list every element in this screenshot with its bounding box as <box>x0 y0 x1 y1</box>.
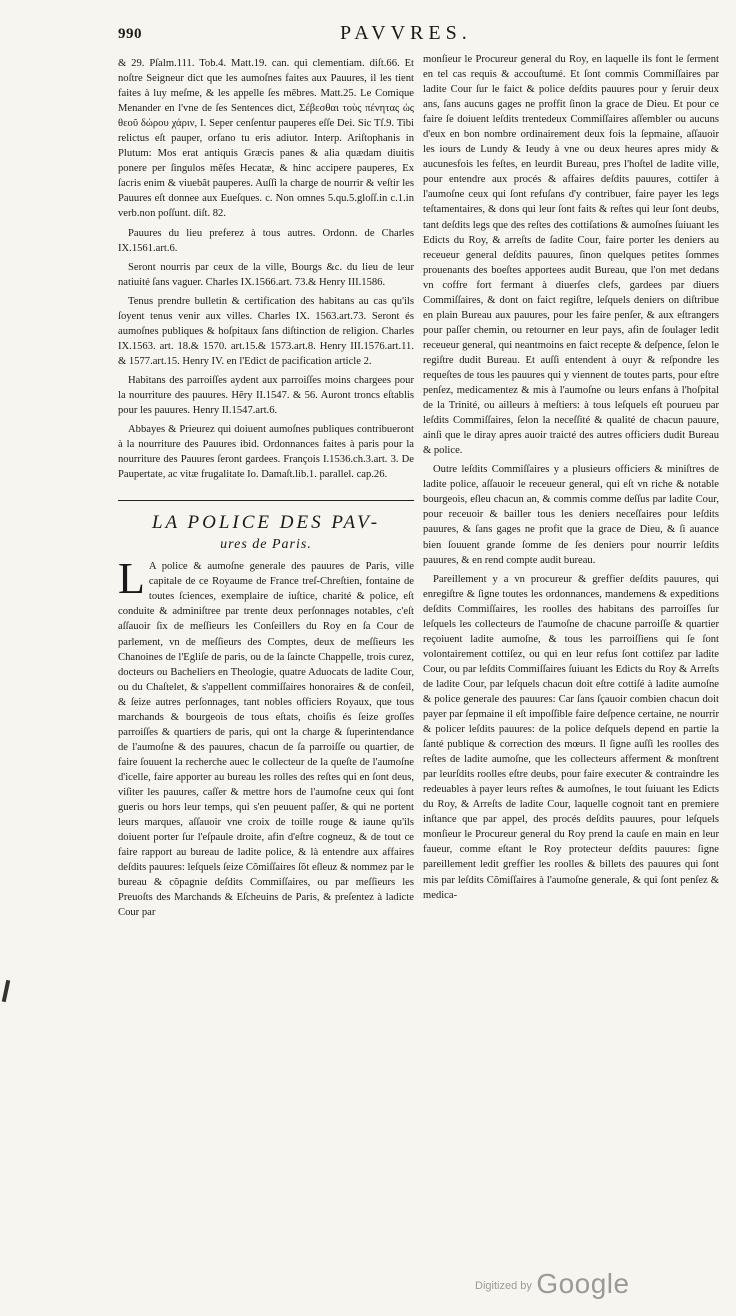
page-number: 990 <box>118 26 142 42</box>
police-text: A police & aumoſne generale des pauures de Paris, ville capitale de ce Royaume de France treſ-Chreſtien, fontaine de toutes ſciences, exemplaire de iuſtice, charité & police, eſt conduite & adminiſtree par trente deux perſonnages notables, c'eſt aſſauoir ſix de meſſieurs les Conſeillers du Roy en ſa Cour de parlement, vn de meſſieurs des Comptes, deux de meſſieurs les Chanoines de l'Egliſe de paris, ou de la ſaincte Chappelle, trois curez, docteurs ou Bacheliers en Theologie, quatre Aduocats de ladite Cour, ou du Chaſtelet, & s'appellent commiſſaires honoraires & de conſeil, & ſeize autres perſonnages, tant nobles officiers Royaux, que tous marchands & bourgeois de tous eſtats, choiſis és ſeize groſſes parroiſſes & quartiers de paris, qui ont la charge & ſuperintendance de l'aumoſne & des pauures, chacun de ſa parroiſſe ou quartier, de faire ſouuent la recherche auec le collecteur de la queſte de l'aumoſne d'icelle, faire apporter au bureau les rolles des reſtes qui en ſont deus, viſiter les pauures, caſſer & mettre hors de l'aumoſne ceux qui ſont gueris ou hors leur temps, qui s'en peuuent paſſer, & qui ne portent leurs marques, aſſauoir vne croix de toille rouge & iaune qu'ils doiuent porter ſur l'eſpaule droite, afin d'eſtre cogneuz, & de tout ce faire rapport au bureau de ladite police, & là entendre aux affaires deſdits pauures: leſquels ſeize Cõmiſſaires ſõt eſleuz & nommez par le bureau & cõpagnie deſdits Commiſſaires, ou par meſſieurs les Preuoſts des Marchands & Eſcheuins de Paris, & preſentez à ladicte Cour par <box>118 561 414 919</box>
google-logo: Google <box>536 1268 630 1299</box>
left-column <box>118 56 414 924</box>
watermark-small-text: Digitized by <box>475 1280 532 1292</box>
right-column <box>423 52 719 907</box>
paragraph-police <box>118 554 414 920</box>
paragraph-bulletin: Tenus prendre bulletin & certification des habitans au cas qu'ils ſoyent tenus venir aux villes. Charles IX. 1563.art.73. Seront és aumoſnes publiques & hoſpitaux ſans diſtinction de religion. Charles IX.1563. art. 18.& 1570. art.15.& 1573.art.8. Henry III.1576.art.11. & 1577.art.15. Henry IV. en l'Edict de pacification article 2. <box>118 295 414 367</box>
ink-mark <box>2 980 10 1002</box>
paragraph-outre: Outre leſdits Commiſſaires y a plusieurs officiers & miniſtres de ladite police, aſſauoir le receueur general, qui eſt vn riche & notable bourgeois, eſleu chacun an, & commis comme deſſus par ladite Cour, pour receuoir & bailler tous les deniers neceſſaires pour leſdits pauures, & ſans gages ne profit que la grace de Dieu, & ſi auance bien ſouuent grande ſomme de ſes deniers pour nourrir leſdits pauures, & en rend compte audit bureau. <box>423 464 719 566</box>
paragraph-citations: & 29. Pſalm.111. Tob.4. Matt.19. can. qui clementiam. diſt.66. Et noſtre Seigneur dict que les aumoſnes faites aux Pauures, il les tient faites à luy meſme, & les appelle ſes mẽbres. Matt.25. Le Comique Menander en l'vne de ſes Sentences dict, Σέβεσθαι τοὺς πένητας ὡς θεοῦ δώρου χάριν, I. Seper cenſentur pauperes eſſe Dei. Sic Tſ.9. Tibi relictus eſt pauper, orfano tu eris adiutor. Interp. Ariſtophanis in Plutum: Mos erat antiquis Græcis panes & alia quædam diuitis ponere per ſingulos mẽſes Hecatæ, & hinc accipere pauperes, Ex ſacris enim & viuebãt pauperes. Auſſi la charge de nourrir & veſtir les Pauures eſt donnee aux Eueſques. c. Non omnes 5.qu.5.gloſſ.in c.1.in verb.non poſſunt. diſt. 82. <box>118 58 414 220</box>
paragraph-procureur: monſieur le Procureur general du Roy, en laquelle ils font le ſerment en tel cas requis & accouſtumé. Et ſont commis Commiſſaires par ladite Cour ſur le faict & police deſdits pauures pour y ſeruir deux ans, ſans aucuns gages ne proffit ſinon la grace de Dieu. Et pour ce faire ſe doiuent leſdits trentedeux Commiſſaires aſſembler ou aucuns d'eux en bon nombre ordinairement deux fois la ſepmaine, aſſauoir les iours de Lundy & Ieudy à vne ou deux heures apres midy & aucunesfois les feſtes, en leurdit Bureau, pres l'hoſtel de ladite ville, pour entendre aux procés & affaires deſdits pauures, cottiſer à l'aumoſne ceux qui ſont refuſans d'y contribuer, faire payer les legs teſtamentaires, & dons qui leur ſont faits & reſtes qui leur ſont deubs, tant deſdits legs que des reſtes des cottiſations & aumoſnes ſuiuant les Edicts du Roy, & arreſts de ſadite Cour, faire porter les deniers au receueur general deſdits pauures, ſinon quelques petites ſommes prouenants des boeſtes apportees audit Bureau, que l'on met dedans vn coffre fort fermant à diuerſes clefs, gardees par diuers Commiſſaires, & dont on faict regiſtre, leſquels deniers on diſtribue en plain Bureau aux pauures, pour les faire penſer, & aux eſtrangers pour paſſer chemin, ou retourner en leur pays, afin de ſoulager ledit receueur general, qui neantmoins en faict recepte & deſpence, ſelon le regiſtre dudit Bureau. Et auſſi entendent à ouyr & reſpondre les requeſtes de tous les pauures qui y viennent de toutes parts, pour eſtre penſez, medicamentez & mis à l'aumoſne ou leurs enfans à l'hoſpital de la Trinité, ou ailleurs à meſtiers: à tous leſquels eſt pourueu par leſdits Commiſſaires, ſelon la neceſſité & qualité de chacun pauure, ainſi que le diray apres auoir traicté des autres officiers dudit Bureau & police. <box>423 54 719 457</box>
section-heading <box>118 500 414 555</box>
paragraph-seront-nourris: Seront nourris par ceux de la ville, Bourgs &c. du lieu de leur natiuité ſans vaguer. Charles IX.1566.art. 73.& Henry III.1586. <box>118 261 414 288</box>
paragraph-parcillement: Pareillement y a vn procureur & greffier deſdits pauures, qui enregiſtre & ſigne toutes les ordonnances, mandemens & expeditions deſdits Commiſſaires, les roolles des habitans des parroiſſes ſur leſquels les collecteurs de l'aumoſne de chacune parroiſſe & quartier reçoiuent ladite aumoſne, & tous les parroiſſiens qui ſe ſont volontairement cottiſez, ou qui en leur refus ſont cottiſez par ladite Cour, ou par leſdits Commiſſaires ſuiuant les Edicts du Roy & Arreſts de ladite Cour, par leſquels chacun doit eſtre cottiſé à ladite aumoſne & police generale des pauures: Car ſans ſçauoir combien chacun doit payer par ſepmaine il eſt impoſſible faire deſpence certaine, ne nourrir & policer leſdits pauures: de la police deſquels depend en partie la ſanté publique & correction des mœurs. Il ſigne auſſi les roolles des reſtes de ladite aumoſne, que les collecteurs afferment & monſtrent par leurſdits roolles eſtre deubs, pour faire executer & contraindre les redeuables à payer leurs reſtes & aumoſnes, le tout ſuiuant les Edicts du Roy, & Arreſts de ladite Cour, laquelle cognoit tant en premiere inſtance que par appel, des procés deſdits pauures, pour leſquels monſieur le Procureur general du Roy prend la cauſe en main en leur faueur, comme eſtant le Roy protecteur deſdits pauures: ſigne pareillement ledit greffier les roolles & billets des pauures qui ſont mis par leſdits Cõmiſſaires à l'aumoſne generale, & qui ſont penſez & medica- <box>423 573 719 901</box>
paragraph-pauures-du-lieu: Pauures du lieu preferez à tous autres. Ordonn. de Charles IX.1561.art.6. <box>118 227 414 254</box>
drop-capital: L <box>118 554 145 604</box>
section-title-line2: ures de Paris. <box>220 537 312 553</box>
running-head: PAVVRES. <box>340 22 472 44</box>
paragraph-abbayes: Abbayes & Prieurez qui doiuent aumoſnes publiques contribueront à la nourriture des Pauures ibid. Ordonnances faites à paris pour la nourriture des Pauures ſeront gardees. François I.1536.ch.3.art. 3. De Paupertate, ac vitæ frugalitate Io. Damaſt.lib.1. parallel. cap.26. <box>118 424 414 481</box>
digitized-watermark <box>475 1268 630 1300</box>
section-title-line1: LA POLICE DES PAV- <box>151 512 381 534</box>
paragraph-habitans: Habitans des parroiſſes aydent aux parroiſſes moins chargees pour la nourriture des pauures. Hẽry II.1547. & 56. Auront troncs eſtablis pour les pauures. Henry II.1547.art.6. <box>118 374 414 417</box>
